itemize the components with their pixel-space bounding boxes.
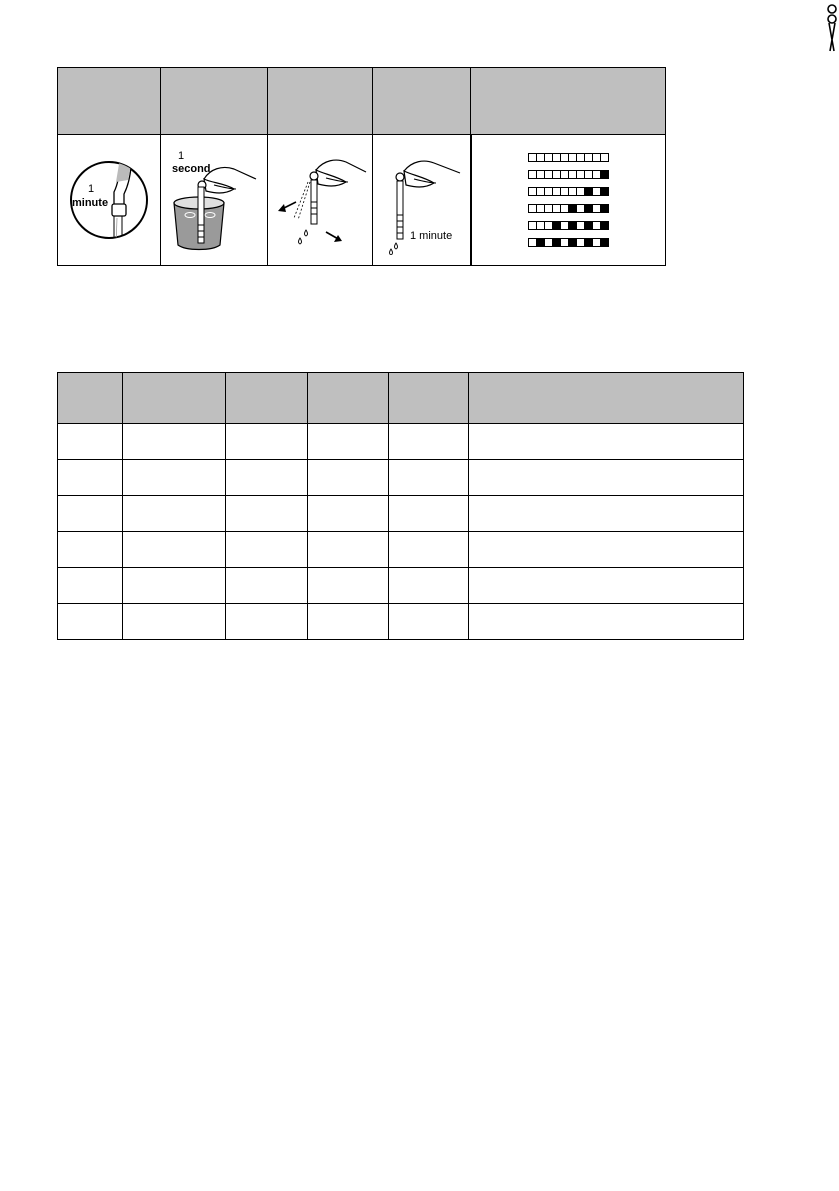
table-cell [389,532,469,568]
strip-square-empty [592,171,600,178]
strip-square-filled [600,239,608,246]
step-1-caption-unit: minute [72,197,109,209]
strip-square-empty [544,222,552,229]
header-cell [308,373,389,424]
strip-square-empty [568,171,576,178]
strip-square-empty [536,222,544,229]
table-cell [389,460,469,496]
table-cell [308,568,389,604]
strip-square-empty [552,188,560,195]
table-cell [308,460,389,496]
result-strip-list [472,153,666,247]
step-2-cell [161,135,268,266]
strip-square-filled [536,239,544,246]
test-strip-result-0 [528,153,609,162]
header-cell [471,68,666,135]
table-row [58,568,744,604]
strip-square-empty [576,171,584,178]
table-cell [389,604,469,640]
table-cell [469,568,744,604]
strip-square-empty [544,239,552,246]
hardness-table-body [58,424,744,640]
table-cell [123,496,226,532]
table-cell [58,460,123,496]
header-cell [469,373,744,424]
hardness-settings-table [57,372,744,640]
strip-square-filled [600,205,608,212]
strip-square-empty [576,239,584,246]
table-cell [226,568,308,604]
strip-square-empty [560,188,568,195]
table-cell [226,604,308,640]
strip-square-filled [600,222,608,229]
strip-square-empty [560,171,568,178]
strip-square-empty [552,154,560,161]
table-row [58,460,744,496]
strip-square-empty [529,239,536,246]
header-cell [268,68,373,135]
test-strip-result-4 [528,221,609,230]
strip-square-empty [560,154,568,161]
strip-square-empty [584,154,592,161]
test-strip-result-5 [528,238,609,247]
table-cell [469,532,744,568]
table-cell [123,568,226,604]
strip-square-empty [529,154,536,161]
strip-square-empty [576,188,584,195]
table-cell [58,424,123,460]
step-1-caption-number: 1 [88,183,95,195]
table-cell [123,424,226,460]
table-cell [469,424,744,460]
table-cell [308,604,389,640]
table-cell [123,604,226,640]
scissors-icon [826,3,838,55]
shake-strip-icon [270,150,370,250]
strip-square-empty [560,205,568,212]
header-cell [123,373,226,424]
strip-square-filled [552,222,560,229]
table-cell [226,460,308,496]
strip-square-empty [544,205,552,212]
table-cell [58,568,123,604]
table-row [58,604,744,640]
result-strips-cell [471,135,666,266]
strip-square-empty [600,154,608,161]
step-2-caption-unit: second [172,163,211,175]
strip-square-empty [576,205,584,212]
strip-square-empty [592,154,600,161]
test-strip-result-2 [528,187,609,196]
table-cell [58,604,123,640]
strip-square-empty [544,154,552,161]
strip-square-empty [560,239,568,246]
table-cell [58,532,123,568]
header-cell [58,373,123,424]
strip-square-empty [592,222,600,229]
step-1-cell [58,135,161,266]
table-cell [469,460,744,496]
strip-square-filled [600,188,608,195]
table-cell [308,496,389,532]
strip-square-filled [552,239,560,246]
dip-strip-in-cup-icon [164,145,264,255]
table-cell [308,532,389,568]
strip-square-filled [584,205,592,212]
strip-square-empty [536,188,544,195]
strip-square-filled [584,239,592,246]
header-cell [373,68,471,135]
table-cell [58,496,123,532]
strip-square-empty [529,188,536,195]
procedure-illustration-row [58,135,666,266]
strip-square-filled [584,188,592,195]
step-4-cell [373,135,471,266]
strip-square-empty [576,154,584,161]
strip-square-filled [584,222,592,229]
table-cell [123,460,226,496]
strip-square-empty [576,222,584,229]
header-cell [389,373,469,424]
table-cell [389,568,469,604]
strip-square-empty [552,171,560,178]
strip-square-empty [544,188,552,195]
strip-square-filled [568,205,576,212]
test-strip-result-1 [528,170,609,179]
test-strip-result-3 [528,204,609,213]
table-cell [389,424,469,460]
strip-square-empty [544,171,552,178]
strip-square-empty [592,205,600,212]
table-cell [226,496,308,532]
strip-square-empty [529,222,536,229]
strip-square-empty [568,188,576,195]
strip-square-empty [592,188,600,195]
table-cell [123,532,226,568]
hardness-header-row [58,373,744,424]
strip-square-empty [536,154,544,161]
header-cell [226,373,308,424]
table-row [58,532,744,568]
step-2-caption-number: 1 [178,150,185,162]
strip-square-filled [600,171,608,178]
strip-square-empty [529,171,536,178]
table-row [58,424,744,460]
table-cell [226,424,308,460]
table-cell [308,424,389,460]
header-cell [161,68,268,135]
table-cell [469,496,744,532]
table-row [58,496,744,532]
table-cell [226,532,308,568]
strip-square-empty [592,239,600,246]
table-cell [469,604,744,640]
header-cell [58,68,161,135]
table-cell [389,496,469,532]
test-strip-procedure-table [57,67,666,266]
strip-square-empty [584,171,592,178]
procedure-header-row [58,68,666,135]
step-3-cell [268,135,373,266]
strip-square-empty [536,171,544,178]
strip-square-empty [529,205,536,212]
strip-square-empty [536,205,544,212]
strip-square-empty [568,154,576,161]
strip-square-empty [552,205,560,212]
strip-square-empty [560,222,568,229]
strip-square-filled [568,239,576,246]
strip-square-filled [568,222,576,229]
faucet-running-water-icon [64,154,154,246]
wait-strip-icon [374,145,468,255]
step-4-caption: 1 minute [410,230,453,242]
